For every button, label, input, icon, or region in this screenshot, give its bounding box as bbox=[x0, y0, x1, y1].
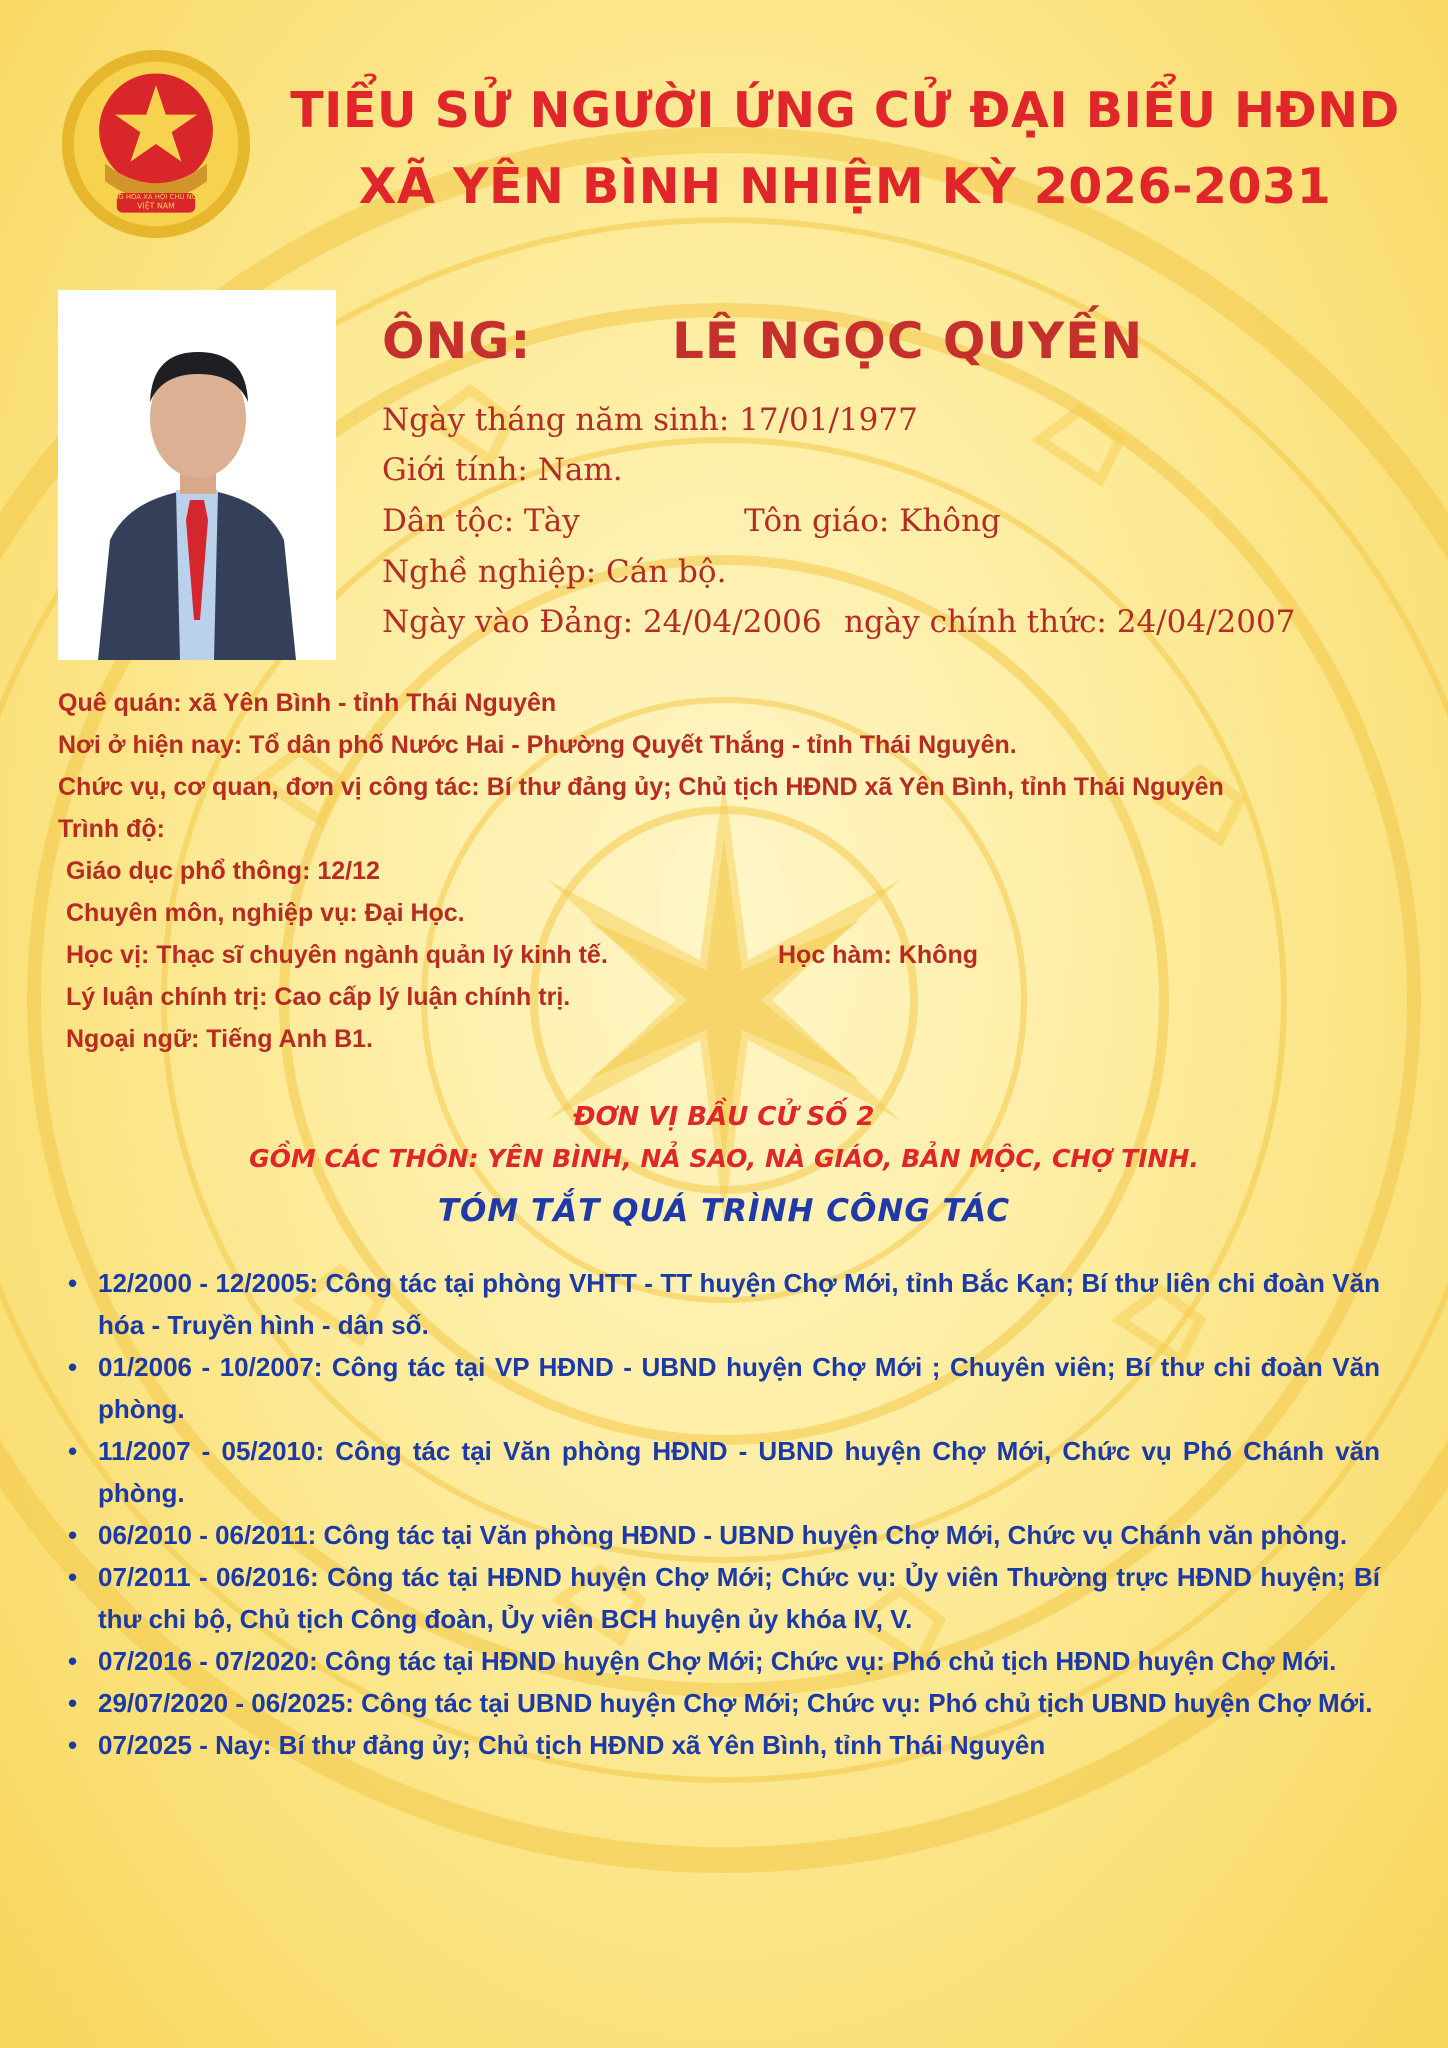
hometown: Quê quán: xã Yên Bình - tỉnh Thái Nguyên bbox=[58, 689, 557, 717]
career-item: • 11/2007 - 05/2010: Công tác tại Văn phòng HĐND - UBND huyện Chợ Mới, Chức vụ Phó Chánh văn phòng. bbox=[98, 1430, 1380, 1514]
academic-title: Học hàm: Không bbox=[778, 941, 978, 969]
candidate-name: LÊ NGỌC QUYẾN bbox=[672, 312, 1144, 370]
emblem-text-bottom: VIỆT NAM bbox=[137, 201, 175, 211]
party-official-date: ngày chính thức: 24/04/2007 bbox=[844, 604, 1296, 640]
page-title-line-1: TIỂU SỬ NGƯỜI ỨNG CỬ ĐẠI BIỂU HĐND bbox=[290, 82, 1400, 139]
career-item: • 07/2016 - 07/2020: Công tác tại HĐND huyện Chợ Mới; Chức vụ: Phó chủ tịch HĐND huyện Chợ Mới. bbox=[98, 1640, 1380, 1682]
ethnicity: Dân tộc: Tày bbox=[382, 503, 580, 539]
academic-degree: Học vị: Thạc sĩ chuyên ngành quản lý kinh tế. bbox=[66, 941, 608, 969]
electoral-district-title: ĐƠN VỊ BẦU CỬ SỐ 2 bbox=[573, 1102, 875, 1132]
political-theory: Lý luận chính trị: Cao cấp lý luận chính trị. bbox=[66, 983, 571, 1011]
career-item: • 07/2011 - 06/2016: Công tác tại HĐND huyện Chợ Mới; Chức vụ: Ủy viên Thường trực HĐND huyện; Bí thư chi bộ, Chủ tịch Công đoàn, Ủy viên BCH huyện ủy khóa IV, V. bbox=[98, 1556, 1380, 1640]
education-level-label: Trình độ: bbox=[58, 815, 165, 843]
candidate-photo bbox=[58, 290, 336, 660]
current-position: Chức vụ, cơ quan, đơn vị công tác: Bí thư đảng ủy; Chủ tịch HĐND xã Yên Bình, tỉnh Thái Nguyên bbox=[58, 773, 1224, 801]
professional-qualification: Chuyên môn, nghiệp vụ: Đại Học. bbox=[66, 899, 465, 927]
career-item: • 12/2000 - 12/2005: Công tác tại phòng VHTT - TT huyện Chợ Mới, tỉnh Bắc Kạn; Bí thư liên chi đoàn Văn hóa - Truyền hình - dân số. bbox=[98, 1262, 1380, 1346]
foreign-language: Ngoại ngữ: Tiếng Anh B1. bbox=[66, 1025, 373, 1053]
career-list bbox=[58, 1262, 1380, 1766]
gender: Giới tính: Nam. bbox=[382, 452, 623, 488]
electoral-district-villages: GỒM CÁC THÔN: YÊN BÌNH, NẢ SAO, NÀ GIÁO, BẢN MỘC, CHỢ TINH. bbox=[249, 1144, 1199, 1173]
occupation: Nghề nghiệp: Cán bộ. bbox=[382, 554, 727, 590]
portrait-image bbox=[58, 290, 336, 660]
career-item: • 07/2025 - Nay: Bí thư đảng ủy; Chủ tịch HĐND xã Yên Bình, tỉnh Thái Nguyên bbox=[98, 1724, 1380, 1766]
career-item: • 29/07/2020 - 06/2025: Công tác tại UBND huyện Chợ Mới; Chức vụ: Phó chủ tịch UBND huyện Chợ Mới. bbox=[98, 1682, 1380, 1724]
page-title-line-2: XÃ YÊN BÌNH NHIỆM KỲ 2026-2031 bbox=[358, 158, 1332, 215]
career-item: • 01/2006 - 10/2007: Công tác tại VP HĐND - UBND huyện Chợ Mới ; Chuyên viên; Bí thư chi đoàn Văn phòng. bbox=[98, 1346, 1380, 1430]
current-residence: Nơi ở hiện nay: Tổ dân phố Nước Hai - Phường Quyết Thắng - tỉnh Thái Nguyên. bbox=[58, 731, 1017, 759]
religion: Tôn giáo: Không bbox=[744, 503, 1001, 539]
career-item: • 06/2010 - 06/2011: Công tác tại Văn phòng HĐND - UBND huyện Chợ Mới, Chức vụ Chánh văn phòng. bbox=[98, 1514, 1380, 1556]
general-education: Giáo dục phổ thông: 12/12 bbox=[66, 857, 380, 885]
candidate-honorific: ÔNG: bbox=[382, 312, 532, 370]
national-emblem-icon bbox=[58, 46, 254, 242]
emblem-text-top: CỘNG HÒA XÃ HỘI CHỦ NGHĨA bbox=[103, 192, 209, 201]
career-summary-heading: TÓM TẮT QUÁ TRÌNH CÔNG TÁC bbox=[437, 1193, 1011, 1229]
birth-date: Ngày tháng năm sinh: 17/01/1977 bbox=[382, 402, 918, 438]
party-join-date: Ngày vào Đảng: 24/04/2006 bbox=[382, 604, 822, 640]
